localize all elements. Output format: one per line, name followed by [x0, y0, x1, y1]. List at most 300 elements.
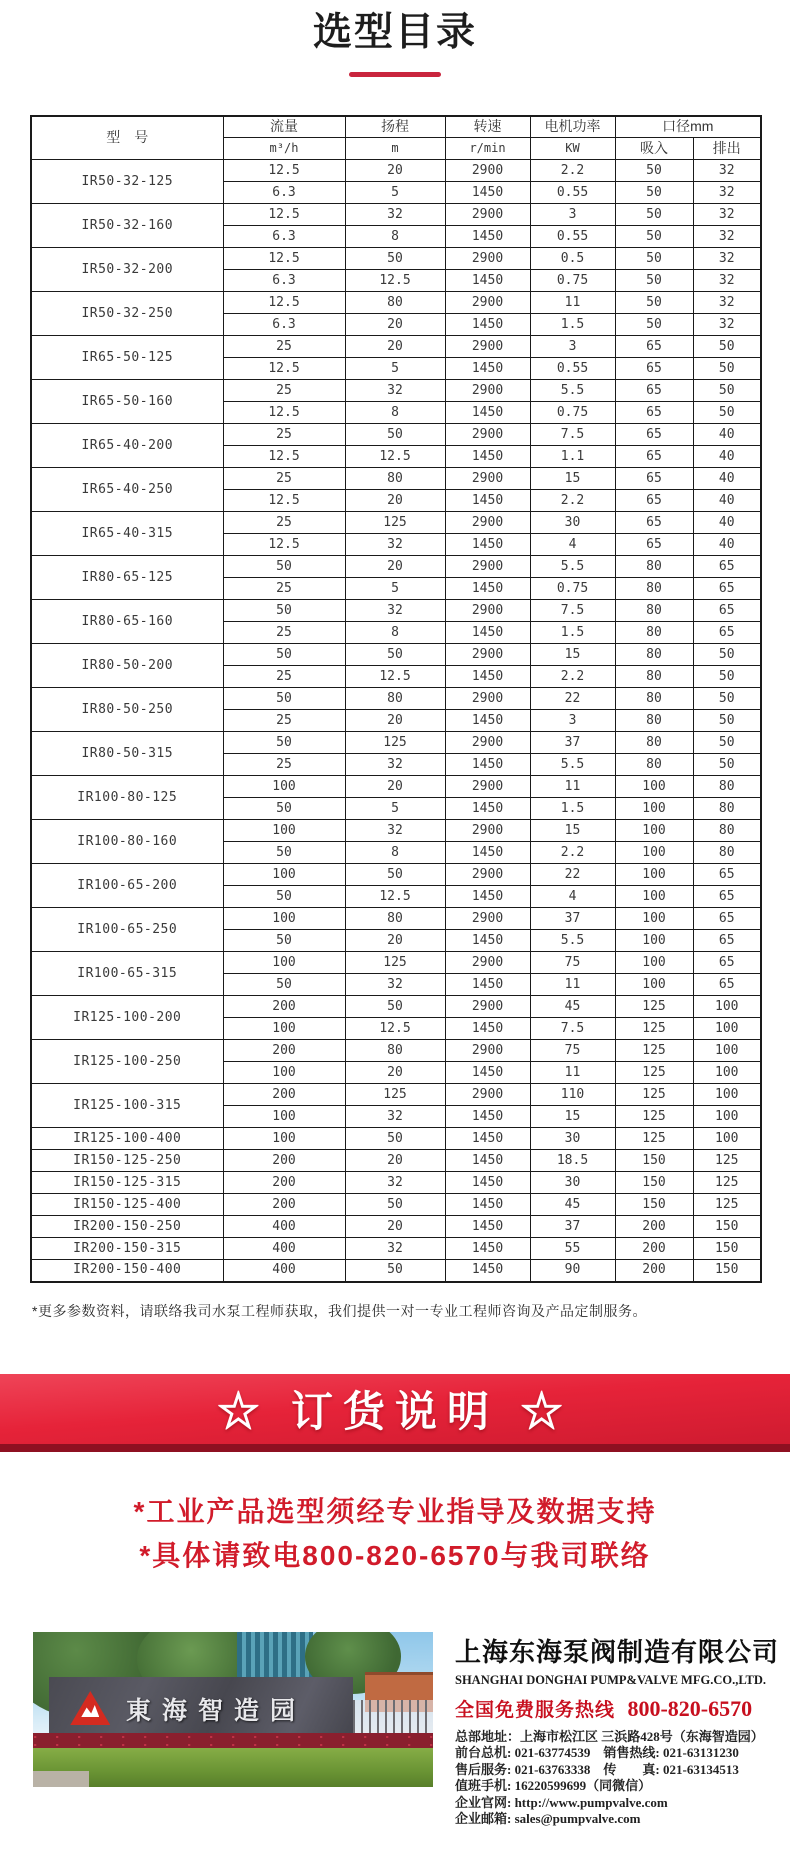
value-cell: 22 [530, 688, 615, 710]
value-cell: 25 [223, 622, 345, 644]
value-cell: 50 [345, 248, 445, 270]
contact-phones-2: 售后服务: 021-63763338 传 真: 021-63134513 [455, 1761, 739, 1777]
value-cell: 2900 [445, 292, 530, 314]
value-cell: 65 [615, 336, 693, 358]
page-title: 选型目录 [312, 11, 477, 54]
table-row [31, 1194, 761, 1216]
value-cell: 0.55 [530, 358, 615, 380]
company-name-en: SHANGHAI DONGHAI PUMP&VALVE MFG.CO.,LTD. [455, 1672, 767, 1687]
value-cell: 2900 [445, 688, 530, 710]
table-row [31, 1040, 761, 1062]
value-cell: 50 [345, 1194, 445, 1216]
model-cell: IR50-32-200 [31, 248, 223, 292]
value-cell: 65 [693, 556, 761, 578]
value-cell: 50 [615, 182, 693, 204]
table-row [31, 204, 761, 226]
value-cell: 110 [530, 1084, 615, 1106]
value-cell: 1450 [445, 446, 530, 468]
value-cell: 15 [530, 468, 615, 490]
pump-table-body [31, 160, 761, 1282]
value-cell: 50 [615, 160, 693, 182]
value-cell: 7.5 [530, 424, 615, 446]
table-row [31, 600, 761, 622]
value-cell: 65 [693, 952, 761, 974]
value-cell: 125 [345, 952, 445, 974]
value-cell: 50 [223, 688, 345, 710]
value-cell: 1.1 [530, 446, 615, 468]
value-cell: 8 [345, 842, 445, 864]
model-cell: IR65-40-315 [31, 512, 223, 556]
value-cell: 12.5 [223, 358, 345, 380]
model-cell: IR65-40-200 [31, 424, 223, 468]
table-row [31, 424, 761, 446]
value-cell: 50 [223, 974, 345, 996]
value-cell: 45 [530, 996, 615, 1018]
value-cell: 12.5 [345, 666, 445, 688]
value-cell: 80 [345, 292, 445, 314]
value-cell: 2900 [445, 864, 530, 886]
value-cell: 65 [615, 490, 693, 512]
value-cell: 1450 [445, 622, 530, 644]
value-cell: 6.3 [223, 270, 345, 292]
value-cell: 32 [345, 754, 445, 776]
value-cell: 1450 [445, 842, 530, 864]
value-cell: 20 [345, 160, 445, 182]
value-cell: 400 [223, 1260, 345, 1282]
value-cell: 80 [615, 688, 693, 710]
hotline-label: 全国免费服务热线 [455, 1699, 616, 1721]
value-cell: 400 [223, 1216, 345, 1238]
value-cell: 80 [615, 644, 693, 666]
col-header-discharge: 排出 [693, 138, 761, 160]
value-cell: 80 [345, 1040, 445, 1062]
model-cell: IR65-40-250 [31, 468, 223, 512]
value-cell: 1450 [445, 930, 530, 952]
value-cell: 20 [345, 1062, 445, 1084]
value-cell: 1450 [445, 402, 530, 424]
table-row [31, 336, 761, 358]
value-cell: 3 [530, 710, 615, 732]
pavement-shape [33, 1771, 89, 1787]
value-cell: 200 [223, 1084, 345, 1106]
table-row [31, 1172, 761, 1194]
value-cell: 5.5 [530, 556, 615, 578]
value-cell: 80 [615, 622, 693, 644]
value-cell: 125 [693, 1172, 761, 1194]
value-cell: 55 [530, 1238, 615, 1260]
contact-email[interactable]: 企业邮箱: sales@pumpvalve.com [455, 1811, 641, 1827]
value-cell: 125 [345, 1084, 445, 1106]
value-cell: 2900 [445, 336, 530, 358]
value-cell: 50 [345, 1128, 445, 1150]
value-cell: 32 [345, 534, 445, 556]
value-cell: 200 [223, 1172, 345, 1194]
value-cell: 65 [615, 512, 693, 534]
value-cell: 150 [615, 1150, 693, 1172]
value-cell: 100 [615, 930, 693, 952]
value-cell: 50 [615, 226, 693, 248]
value-cell: 100 [223, 864, 345, 886]
value-cell: 22 [530, 864, 615, 886]
value-cell: 50 [223, 644, 345, 666]
table-row [31, 1238, 761, 1260]
value-cell: 11 [530, 974, 615, 996]
value-cell: 125 [615, 996, 693, 1018]
value-cell: 90 [530, 1260, 615, 1282]
model-cell: IR200-150-250 [31, 1216, 223, 1238]
value-cell: 1.5 [530, 798, 615, 820]
value-cell: 15 [530, 1106, 615, 1128]
value-cell: 1450 [445, 666, 530, 688]
value-cell: 2900 [445, 996, 530, 1018]
value-cell: 100 [693, 1128, 761, 1150]
value-cell: 11 [530, 292, 615, 314]
value-cell: 25 [223, 512, 345, 534]
value-cell: 25 [223, 336, 345, 358]
value-cell: 11 [530, 776, 615, 798]
unit-power: KW [530, 138, 615, 160]
value-cell: 150 [693, 1238, 761, 1260]
value-cell: 200 [223, 1040, 345, 1062]
value-cell: 50 [693, 688, 761, 710]
order-note-1: *工业产品选型须经专业指导及数据支持 [133, 1495, 657, 1527]
value-cell: 30 [530, 512, 615, 534]
value-cell: 65 [615, 424, 693, 446]
value-cell: 2900 [445, 644, 530, 666]
value-cell: 80 [693, 842, 761, 864]
model-cell: IR65-50-125 [31, 336, 223, 380]
value-cell: 32 [345, 204, 445, 226]
value-cell: 50 [345, 864, 445, 886]
value-cell: 1450 [445, 1216, 530, 1238]
unit-speed: r/min [445, 138, 530, 160]
value-cell: 2900 [445, 1040, 530, 1062]
value-cell: 2900 [445, 820, 530, 842]
value-cell: 25 [223, 380, 345, 402]
value-cell: 4 [530, 886, 615, 908]
value-cell: 50 [693, 380, 761, 402]
value-cell: 80 [615, 666, 693, 688]
value-cell: 65 [615, 380, 693, 402]
value-cell: 200 [223, 1194, 345, 1216]
hotline-number: 800-820-6570 [627, 1695, 753, 1721]
table-row [31, 1216, 761, 1238]
value-cell: 1450 [445, 226, 530, 248]
value-cell: 1450 [445, 270, 530, 292]
value-cell: 1450 [445, 1238, 530, 1260]
value-cell: 100 [615, 798, 693, 820]
value-cell: 1450 [445, 182, 530, 204]
value-cell: 40 [693, 534, 761, 556]
value-cell: 0.55 [530, 226, 615, 248]
value-cell: 2900 [445, 732, 530, 754]
value-cell: 100 [693, 1040, 761, 1062]
value-cell: 50 [223, 556, 345, 578]
value-cell: 125 [615, 1040, 693, 1062]
table-row [31, 996, 761, 1018]
contact-lines [455, 1729, 785, 1828]
value-cell: 40 [693, 512, 761, 534]
contact-address: 总部地址：上海市松江区 三浜路428号（东海智造园） [455, 1728, 764, 1744]
value-cell: 80 [615, 600, 693, 622]
model-cell: IR50-32-250 [31, 292, 223, 336]
value-cell: 8 [345, 226, 445, 248]
value-cell: 32 [693, 270, 761, 292]
value-cell: 32 [693, 314, 761, 336]
value-cell: 2900 [445, 424, 530, 446]
value-cell: 100 [615, 952, 693, 974]
value-cell: 32 [693, 182, 761, 204]
value-cell: 1450 [445, 1150, 530, 1172]
value-cell: 400 [223, 1238, 345, 1260]
table-row [31, 1150, 761, 1172]
value-cell: 7.5 [530, 600, 615, 622]
value-cell: 2.2 [530, 490, 615, 512]
value-cell: 65 [693, 578, 761, 600]
value-cell: 50 [223, 886, 345, 908]
col-header-model: 型 号 [31, 116, 223, 160]
value-cell: 65 [615, 534, 693, 556]
contact-website[interactable]: 企业官网: http://www.pumpvalve.com [455, 1794, 668, 1810]
value-cell: 125 [615, 1084, 693, 1106]
value-cell: 50 [693, 666, 761, 688]
header-row-1 [31, 116, 761, 138]
value-cell: 20 [345, 490, 445, 512]
value-cell: 80 [693, 798, 761, 820]
value-cell: 25 [223, 578, 345, 600]
value-cell: 50 [223, 732, 345, 754]
value-cell: 1450 [445, 710, 530, 732]
value-cell: 32 [693, 160, 761, 182]
value-cell: 50 [615, 204, 693, 226]
value-cell: 32 [693, 248, 761, 270]
value-cell: 100 [615, 820, 693, 842]
footer-section [33, 1632, 790, 1828]
col-header-head: 扬程 [345, 116, 445, 138]
value-cell: 25 [223, 424, 345, 446]
order-banner [0, 1374, 790, 1452]
value-cell: 1450 [445, 1260, 530, 1282]
value-cell: 25 [223, 666, 345, 688]
value-cell: 200 [223, 996, 345, 1018]
pump-selection-table [30, 115, 762, 1283]
value-cell: 37 [530, 1216, 615, 1238]
table-row [31, 160, 761, 182]
value-cell: 2900 [445, 204, 530, 226]
value-cell: 12.5 [223, 292, 345, 314]
value-cell: 12.5 [223, 160, 345, 182]
value-cell: 20 [345, 930, 445, 952]
value-cell: 50 [223, 842, 345, 864]
value-cell: 65 [693, 908, 761, 930]
value-cell: 80 [345, 908, 445, 930]
value-cell: 200 [615, 1216, 693, 1238]
model-cell: IR100-65-250 [31, 908, 223, 952]
value-cell: 150 [693, 1260, 761, 1282]
value-cell: 25 [223, 754, 345, 776]
value-cell: 1450 [445, 314, 530, 336]
value-cell: 0.75 [530, 270, 615, 292]
value-cell: 2.2 [530, 842, 615, 864]
value-cell: 20 [345, 1216, 445, 1238]
value-cell: 50 [615, 292, 693, 314]
model-cell: IR65-50-160 [31, 380, 223, 424]
value-cell: 7.5 [530, 1018, 615, 1040]
value-cell: 12.5 [345, 446, 445, 468]
selection-table-section [30, 115, 790, 1283]
value-cell: 0.75 [530, 402, 615, 424]
value-cell: 32 [693, 292, 761, 314]
order-note-2: *具体请致电800-820-6570与我司联络 [139, 1539, 651, 1571]
value-cell: 100 [615, 776, 693, 798]
value-cell: 18.5 [530, 1150, 615, 1172]
model-cell: IR80-50-200 [31, 644, 223, 688]
value-cell: 1450 [445, 886, 530, 908]
value-cell: 12.5 [223, 490, 345, 512]
value-cell: 1450 [445, 1018, 530, 1040]
value-cell: 3 [530, 204, 615, 226]
col-header-suction: 吸入 [615, 138, 693, 160]
model-cell: IR200-150-315 [31, 1238, 223, 1260]
value-cell: 32 [345, 600, 445, 622]
value-cell: 2900 [445, 160, 530, 182]
company-logo-icon [70, 1691, 110, 1725]
value-cell: 1450 [445, 798, 530, 820]
model-cell: IR80-50-250 [31, 688, 223, 732]
value-cell: 50 [345, 1260, 445, 1282]
value-cell: 2.2 [530, 160, 615, 182]
value-cell: 2900 [445, 776, 530, 798]
value-cell: 37 [530, 908, 615, 930]
value-cell: 0.5 [530, 248, 615, 270]
value-cell: 32 [345, 974, 445, 996]
value-cell: 80 [345, 688, 445, 710]
value-cell: 100 [615, 886, 693, 908]
value-cell: 32 [345, 1238, 445, 1260]
value-cell: 12.5 [223, 402, 345, 424]
value-cell: 6.3 [223, 314, 345, 336]
value-cell: 100 [693, 1106, 761, 1128]
contact-phones-1: 前台总机: 021-63774539 销售热线: 021-63131230 [455, 1745, 739, 1761]
table-row [31, 556, 761, 578]
value-cell: 8 [345, 402, 445, 424]
service-hotline [455, 1695, 785, 1722]
value-cell: 200 [223, 1150, 345, 1172]
table-row [31, 1128, 761, 1150]
table-row [31, 380, 761, 402]
title-section [0, 0, 790, 77]
value-cell: 100 [615, 974, 693, 996]
value-cell: 80 [615, 754, 693, 776]
order-notes [0, 1495, 790, 1571]
model-cell: IR125-100-200 [31, 996, 223, 1040]
contact-mobile: 值班手机: 16220599699（同微信） [455, 1778, 652, 1794]
value-cell: 1450 [445, 1062, 530, 1084]
model-cell: IR80-65-125 [31, 556, 223, 600]
value-cell: 45 [530, 1194, 615, 1216]
table-row [31, 248, 761, 270]
value-cell: 100 [615, 908, 693, 930]
value-cell: 37 [530, 732, 615, 754]
value-cell: 65 [693, 974, 761, 996]
value-cell: 5.5 [530, 930, 615, 952]
table-row [31, 688, 761, 710]
value-cell: 2900 [445, 1084, 530, 1106]
value-cell: 30 [530, 1128, 615, 1150]
value-cell: 1450 [445, 1172, 530, 1194]
value-cell: 2900 [445, 556, 530, 578]
value-cell: 100 [615, 842, 693, 864]
value-cell: 80 [693, 820, 761, 842]
table-row [31, 468, 761, 490]
model-cell: IR125-100-400 [31, 1128, 223, 1150]
value-cell: 65 [615, 468, 693, 490]
factory-gate-photo [33, 1632, 433, 1787]
value-cell: 32 [345, 1172, 445, 1194]
value-cell: 2.2 [530, 666, 615, 688]
value-cell: 1450 [445, 578, 530, 600]
value-cell: 50 [693, 754, 761, 776]
table-row [31, 864, 761, 886]
value-cell: 50 [223, 930, 345, 952]
value-cell: 80 [615, 578, 693, 600]
value-cell: 1450 [445, 1106, 530, 1128]
value-cell: 40 [693, 446, 761, 468]
value-cell: 20 [345, 556, 445, 578]
value-cell: 40 [693, 424, 761, 446]
table-row [31, 908, 761, 930]
value-cell: 32 [345, 380, 445, 402]
value-cell: 12.5 [345, 886, 445, 908]
value-cell: 80 [615, 732, 693, 754]
value-cell: 100 [223, 908, 345, 930]
value-cell: 12.5 [223, 446, 345, 468]
value-cell: 2900 [445, 952, 530, 974]
value-cell: 65 [693, 930, 761, 952]
value-cell: 15 [530, 644, 615, 666]
value-cell: 2900 [445, 468, 530, 490]
value-cell: 125 [615, 1018, 693, 1040]
value-cell: 1450 [445, 358, 530, 380]
value-cell: 100 [223, 952, 345, 974]
value-cell: 100 [223, 776, 345, 798]
value-cell: 50 [223, 798, 345, 820]
company-name-cn: 上海东海泵阀制造有限公司 [455, 1636, 780, 1667]
value-cell: 50 [693, 358, 761, 380]
model-cell: IR150-125-250 [31, 1150, 223, 1172]
value-cell: 40 [693, 490, 761, 512]
value-cell: 100 [693, 996, 761, 1018]
value-cell: 15 [530, 820, 615, 842]
value-cell: 50 [345, 644, 445, 666]
value-cell: 11 [530, 1062, 615, 1084]
value-cell: 50 [693, 402, 761, 424]
value-cell: 2900 [445, 908, 530, 930]
value-cell: 65 [693, 600, 761, 622]
model-cell: IR50-32-160 [31, 204, 223, 248]
value-cell: 125 [615, 1128, 693, 1150]
value-cell: 2900 [445, 248, 530, 270]
value-cell: 100 [223, 1062, 345, 1084]
value-cell: 32 [345, 1106, 445, 1128]
value-cell: 3 [530, 336, 615, 358]
value-cell: 65 [615, 358, 693, 380]
value-cell: 20 [345, 1150, 445, 1172]
model-cell: IR100-65-315 [31, 952, 223, 996]
table-row [31, 512, 761, 534]
value-cell: 8 [345, 622, 445, 644]
value-cell: 150 [693, 1216, 761, 1238]
